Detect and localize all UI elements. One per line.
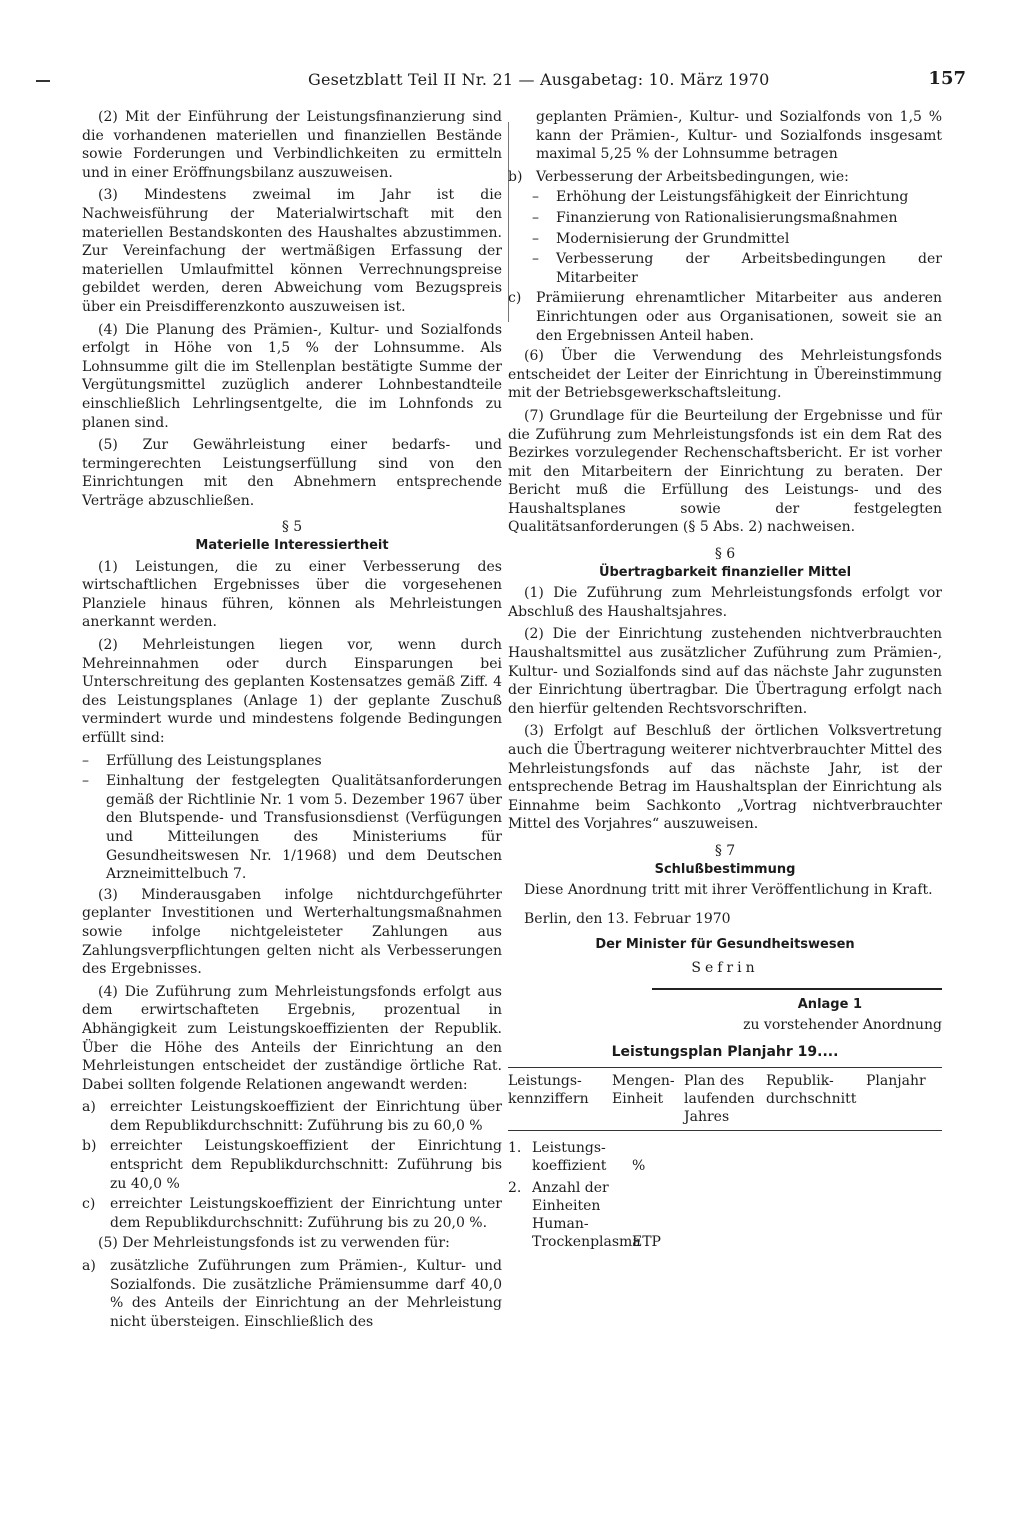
- relation-a: [82, 1098, 502, 1135]
- table-header-cell: Mengen- Einheit: [612, 1073, 675, 1108]
- relation-b-marker: b): [82, 1138, 97, 1155]
- table-row: [508, 1179, 942, 1251]
- table-header: [508, 1068, 942, 1130]
- paragraph-7-1: Diese Anordnung tritt mit ihrer Veröffentlichung in Kraft.: [524, 882, 933, 899]
- condition-item: [82, 752, 502, 771]
- usage-a: [82, 1257, 502, 1331]
- paragraph-5-7: (7) Grundlage für die Beurteilung der Ergebnisse und für die Zuführung zum Mehrleistungsfonds ist ein dem Rat des Bezirkes vorzulegender Rechenschaftsbericht. Er ist vorher mit den Mitarbeitern der Einrichtung zu beraten. Der Bericht muß die Erfüllung des Leistungs- und des Haushaltsplanes sowie der festgelegten Qualitätsanforderungen (§ 5 Abs. 2) nachweisen.: [508, 407, 942, 536]
- paragraph-5-6: (6) Über die Verwendung des Mehrleistungsfonds entscheidet der Leiter der Einrichtung in Übereinstimmung mit der Betriebsgewerkschaftsleitung.: [508, 348, 942, 402]
- table-header-cell: Planjahr: [866, 1073, 926, 1090]
- minister-title: Der Minister für Gesundheitswesen: [595, 937, 855, 953]
- row-label: Leistungs- koeffizient: [532, 1140, 607, 1175]
- paragraph-5-5: (5) Der Mehrleistungsfonds ist zu verwenden für:: [98, 1235, 450, 1252]
- usage-b-item: [508, 209, 942, 228]
- relation-c: [82, 1195, 502, 1232]
- paragraph-4-5: (5) Zur Gewährleistung einer bedarfs- und termingerechten Leistungserfüllung sind von den Einrichtungen mit den Abnehmern entsprechende Verträge abzuschließen.: [82, 437, 502, 509]
- usage-b-item: [508, 188, 942, 207]
- condition-text: Einhaltung der festgelegten Qualitätsanforderungen gemäß der Richtlinie Nr. 1 vom 5. Dezember 1967 über den Blutspende- und Transfusionsdienst (Verfügungen und Mitteilungen des Ministeriums für Gesundheitswesen Nr. 1/1968) und dem Deutschen Arzneimittelbuch 7.: [106, 773, 502, 883]
- plan-title: Leistungsplan Planjahr 19....: [611, 1043, 839, 1060]
- usage-c-marker: c): [508, 290, 522, 307]
- usage-a-text: zusätzliche Zuführungen zum Prämien-, Kultur- und Sozialfonds. Die zusätzliche Prämiensumme darf 40,0 % des Anteils der Einrichtung an der Mehrleistung nicht übersteigen. Einschließlich des: [110, 1258, 502, 1330]
- paragraph-5-1: (1) Leistungen, die zu einer Verbesserung des wirtschaftlichen Ergebnisses über die vorgesehenen Planziele hinaus führen, können als Mehrleistungen anerkannt werden.: [82, 558, 502, 631]
- section-7-number: § 7: [714, 842, 736, 859]
- table-header-cell: Plan des laufenden Jahres: [684, 1073, 755, 1126]
- section-6-title: Übertragbarkeit finanzieller Mittel: [598, 564, 852, 580]
- anlage-label: Anlage 1: [797, 996, 862, 1012]
- usage-b-text: Verbesserung der Arbeitsbedingungen, wie:: [536, 168, 849, 185]
- place-date: Berlin, den 13. Februar 1970: [524, 910, 731, 927]
- dash-marker: –: [532, 209, 539, 226]
- usage-c: [508, 289, 942, 345]
- relation-c-text: erreichter Leistungskoeffizient der Einrichtung unter dem Republikdurchschnitt: Zuführung bis zu 20,0 %.: [110, 1196, 502, 1231]
- anlage-subtitle: zu vorstehender Anordnung: [743, 1017, 942, 1034]
- page-number: 157: [928, 68, 966, 89]
- table-row: [508, 1139, 942, 1175]
- usage-b-item-text: Erhöhung der Leistungsfähigkeit der Einrichtung: [556, 189, 909, 206]
- page-header: [36, 68, 966, 102]
- dash-marker: –: [532, 189, 539, 206]
- usage-a-continued: geplanten Prämien-, Kultur- und Sozialfonds von 1,5 % kann der Prämien-, Kultur- und Sozialfonds insgesamt maximal 5,25 % der Lohnsumme betragen: [536, 109, 942, 163]
- row-unit: ETP: [632, 1234, 661, 1251]
- usage-b-item-text: Modernisierung der Grundmittel: [556, 230, 790, 247]
- usage-b-item-text: Finanzierung von Rationalisierungsmaßnahmen: [556, 209, 898, 226]
- section-5-title: Materielle Interessiertheit: [195, 538, 389, 554]
- header-title: Gesetzblatt Teil II Nr. 21 — Ausgabetag: 10. März 1970: [308, 70, 770, 89]
- usage-b-item: [508, 230, 942, 249]
- dash-marker: –: [82, 773, 89, 790]
- left-column: [82, 108, 502, 1333]
- dash-marker: –: [532, 230, 539, 247]
- table-header-rule: [508, 1130, 942, 1131]
- row-unit: %: [632, 1158, 646, 1175]
- paragraph-6-1: (1) Die Zuführung zum Mehrleistungsfonds erfolgt vor Abschluß des Haushaltsjahres.: [508, 585, 942, 620]
- section-5-number: § 5: [281, 519, 303, 536]
- relation-a-text: erreichter Leistungskoeffizient der Einrichtung über dem Republikdurchschnitt: Zuführung bis zu 60,0 %: [110, 1099, 502, 1134]
- header-dash: [36, 80, 50, 82]
- paragraph-6-3: (3) Erfolgt auf Beschluß der örtlichen Volksvertretung auch die Übertragung weiterer nichtverbrauchter Mittel des Mehrleistungsfonds auf das nächste Jahr, ist der entsprechende Betrag im Haushaltsplan der Einrichtung als Einnahme beim Sachkonto „Vortrag nichtverbrauchter Mittel des Vorjahres“ auszuweisen.: [508, 723, 942, 833]
- row-label: Anzahl der Einheiten Human- Trockenplasma: [532, 1180, 641, 1251]
- minister-name: Sefrin: [691, 959, 759, 976]
- usage-b-item: [508, 250, 942, 287]
- dash-marker: –: [532, 251, 539, 268]
- section-7-title: Schlußbestimmung: [654, 861, 796, 877]
- paragraph-6-2: (2) Die der Einrichtung zustehenden nichtverbrauchten Haushaltsmittel aus zusätzlicher Zuführung zum Prämien-, Kultur- und Sozialfonds sind auf das nächste Jahr zugunsten der Einrichtung übertragbar. Die Übertragung erfolgt nach den hierfür geltenden Rechtsvorschriften.: [508, 626, 942, 717]
- paragraph-5-2: (2) Mehrleistungen liegen vor, wenn durch Mehreinnahmen oder durch Einsparungen bei Unterschreitung des geplanten Kostensatzes gemäß Ziff. 4 des Leistungsplanes (Anlage 1) der geplante Zuschuß vermindert wurde und mindestens folgende Bedingungen erfüllt sind:: [82, 637, 502, 746]
- paragraph-4-4: (4) Die Planung des Prämien-, Kultur- und Sozialfonds erfolgt in Höhe von 1,5 % der Lohnsumme. Als Lohnsumme gilt die im Stellenplan bestätigte Summe der Vergütungsmittel zuzüglich anderer Lohnbestandteile einschließlich Lehrlingsentgelte, die im Lohnfonds zu planen sind.: [82, 321, 502, 431]
- dash-marker: –: [82, 752, 89, 769]
- condition-text: Erfüllung des Leistungsplanes: [106, 752, 322, 769]
- row-number: 1.: [508, 1140, 522, 1157]
- paragraph-5-3: (3) Minderausgaben infolge nichtdurchgeführter geplanter Investitionen und Werterhaltungsmaßnahmen sowie infolge nichtgeleisteter Zahlungen aus Zahlungsverpflichtungen gelten nicht als Verbesserungen des Ergebnisses.: [82, 886, 502, 978]
- separator-rule: [652, 988, 942, 990]
- usage-b-marker: b): [508, 168, 523, 185]
- relation-a-marker: a): [82, 1099, 96, 1116]
- usage-c-text: Prämiierung ehrenamtlicher Mitarbeiter aus anderen Einrichtungen oder aus Organisationen, soweit sie an den Ergebnissen Anteil haben.: [536, 290, 942, 344]
- table-header-cell: Leistungs- kennziffern: [508, 1073, 589, 1108]
- table-header-cell: Republik- durchschnitt: [766, 1073, 857, 1108]
- usage-a-marker: a): [82, 1258, 96, 1275]
- condition-item: [82, 772, 502, 884]
- relation-b-text: erreichter Leistungskoeffizient der Einrichtung entspricht dem Republikdurchschnitt: Zuführung bis zu 40,0 %: [110, 1138, 502, 1192]
- usage-b-item-text: Verbesserung der Arbeitsbedingungen der Mitarbeiter: [556, 251, 942, 286]
- usage-b: [508, 168, 942, 187]
- paragraph-5-4: (4) Die Zuführung zum Mehrleistungsfonds erfolgt aus dem erwirtschafteten Ergebnis, prozentual in Abhängigkeit zum Leistungskoeffizienten der Republik. Über die Höhe des Anteils der Einrichtung an den Mehrleistungen entscheidet der zuständige örtliche Rat. Dabei sollten folgende Relationen angewandt werden:: [82, 983, 502, 1093]
- relation-b: [82, 1137, 502, 1193]
- section-6-number: § 6: [714, 546, 736, 563]
- row-number: 2.: [508, 1180, 522, 1197]
- relation-c-marker: c): [82, 1196, 96, 1213]
- right-column: [508, 108, 942, 1251]
- paragraph-4-3: (3) Mindestens zweimal im Jahr ist die Nachweisführung der Materialwirtschaft mit den materiellen Bestandskonten des Haushaltes abzustimmen. Zur Vereinfachung der wertmäßigen Erfassung der materiellen Umlaufmittel können Verrechnungspreise gebildet werden, deren Abweichung vom Bezugspreis über ein Preisdifferenzkonto auszuweisen ist.: [82, 187, 502, 315]
- paragraph-4-2: (2) Mit der Einführung der Leistungsfinanzierung sind die vorhandenen materiellen und finanziellen Bestände sowie Forderungen und Verbindlichkeiten zu ermitteln und in einer Eröffnungsbilanz auszuweisen.: [82, 109, 502, 181]
